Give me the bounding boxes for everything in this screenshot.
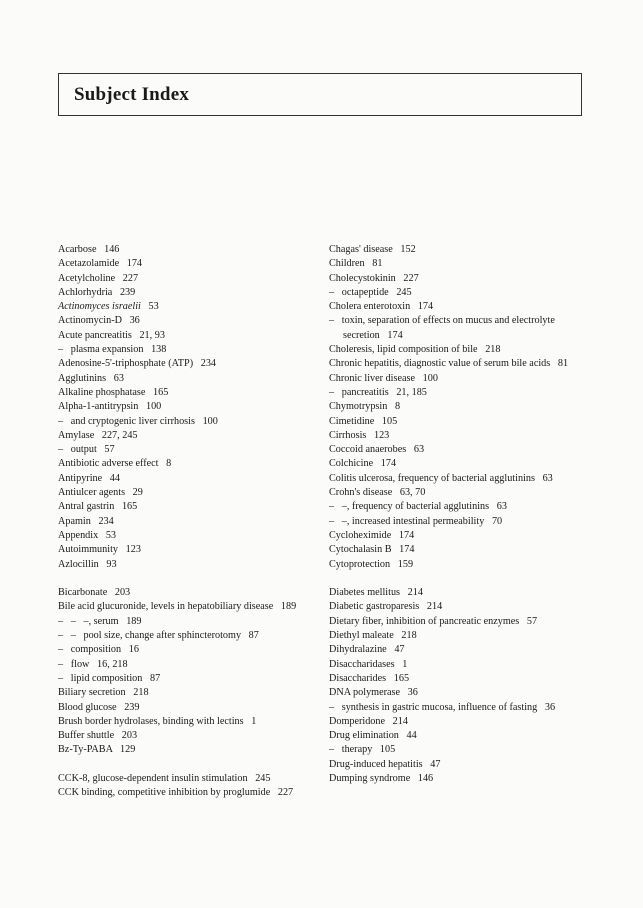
index-entry: Achlorhydria 239 [58,286,136,298]
index-entry: Acute pancreatitis 21, 93 [58,329,165,341]
index-entry: Antral gastrin 165 [58,501,138,513]
index-entry-pages: 53 [140,301,159,313]
index-entry: Chronic liver disease 100 [329,372,438,384]
index-entry: Antipyrine 44 [58,472,120,484]
index-entry: Actinomycin-D 36 [58,315,140,327]
index-entry: Chagas' disease 152 [329,244,416,255]
index-entry: Dietary fiber, inhibition of pancreatic enzymes 57 [329,615,538,627]
index-entry: Azlocillin 93 [58,558,117,570]
index-entry: – pancreatitis 21, 185 [329,386,427,398]
index-entry: Amylase 227, 245 [58,429,138,441]
index-entry: Bicarbonate 203 [58,587,131,599]
index-entry: Cholecystokinin 227 [329,272,419,284]
index-entry: Disaccharidases 1 [329,658,408,670]
index-entry: Cholera enterotoxin 174 [329,301,434,313]
index-entry: – output 57 [58,444,115,456]
index-entry: Diabetic gastroparesis 214 [329,601,443,613]
title-box [58,73,582,116]
index-entry: Children 81 [329,258,383,270]
index-entry: Acetylcholine 227 [58,272,139,284]
index-entry: Diabetes mellitus 214 [329,587,423,599]
index-entry: Buffer shuttle 203 [58,730,138,742]
index-entry: Cimetidine 105 [329,415,398,427]
index-entry: Bile acid glucuronide, levels in hepatobiliary disease 189 [58,601,297,613]
index-entry: Acarbose 146 [58,244,120,255]
page-title: Subject Index [74,84,190,105]
index-entry: Diethyl maleate 218 [329,630,417,642]
index-entry: Cytoprotection 159 [329,558,414,570]
index-entry: – composition 16 [58,644,139,656]
index-entry: Alpha-1-antitrypsin 100 [58,401,162,413]
index-entry: Adenosine-5'-triphosphate (ATP) 234 [58,358,217,370]
index-entry: CCK binding, competitive inhibition by proglumide 227 [58,787,294,799]
index-entry: Choleresis, lipid composition of bile 218 [329,344,501,356]
index-entry: Appendix 53 [58,529,117,541]
index-entry: Coccoid anaerobes 63 [329,444,425,456]
index-entry: Drug-induced hepatitis 47 [329,758,441,770]
index-entry: Autoimmunity 123 [58,544,141,556]
index-entry: Blood glucose 239 [58,701,140,713]
index-entry-term: Actinomyces israelii [58,301,141,313]
index-entry: Chymotrypsin 8 [329,401,401,413]
index-entry: – octapeptide 245 [329,286,412,298]
index-entry: Antibiotic adverse effect 8 [58,458,172,470]
index-entry: – therapy 105 [329,744,396,756]
index-entry: Apamin 234 [58,515,114,527]
index-entry: Cirrhosis 123 [329,429,390,441]
section-gap [58,758,320,772]
index-entry: – and cryptogenic liver cirrhosis 100 [58,415,218,427]
index-entry: Bz-Ty-PABA 129 [58,744,136,756]
index-entry: Cytochalasin B 174 [329,544,415,556]
index-entry: Dumping syndrome 146 [329,772,434,784]
index-column-left [58,243,320,801]
index-entry [58,300,320,314]
index-entry: Agglutinins 63 [58,372,124,384]
index-entry: Biliary secretion 218 [58,687,149,699]
section-gap [329,572,591,586]
index-entry: – toxin, separation of effects on mucus and electrolyte secretion 174 [329,315,558,341]
index-entry: – –, increased intestinal permeability 70 [329,515,503,527]
section-gap [58,572,320,586]
index-entry: Drug elimination 44 [329,730,417,742]
index-column-right [329,243,591,786]
index-entry: Crohn's disease 63, 70 [329,487,426,499]
index-entry: – lipid composition 87 [58,672,161,684]
index-entry: – –, frequency of bacterial agglutinins 63 [329,501,507,513]
index-entry: – – pool size, change after sphincterotomy 87 [58,630,259,642]
index-entry: Colitis ulcerosa, frequency of bacterial agglutinins 63 [329,472,553,484]
index-entry: CCK-8, glucose-dependent insulin stimulation 245 [58,772,271,784]
index-entry: Domperidone 214 [329,715,408,727]
index-entry: Cycloheximide 174 [329,529,415,541]
index-entry: Brush border hydrolases, binding with lectins 1 [58,715,257,727]
index-entry: Colchicine 174 [329,458,397,470]
index-entry: Alkaline phosphatase 165 [58,386,169,398]
index-entry: – plasma expansion 138 [58,344,167,356]
index-entry: – synthesis in gastric mucosa, influence of fasting 36 [329,701,556,713]
index-entry: Chronic hepatitis, diagnostic value of serum bile acids 81 [329,358,569,370]
index-entry: Disaccharides 165 [329,672,410,684]
index-entry: Dihydralazine 47 [329,644,405,656]
index-entry: Antiulcer agents 29 [58,487,143,499]
index-entry: Acetazolamide 174 [58,258,143,270]
index-entry: – – –, serum 189 [58,615,142,627]
index-entry: DNA polymerase 36 [329,687,418,699]
index-entry: – flow 16, 218 [58,658,128,670]
